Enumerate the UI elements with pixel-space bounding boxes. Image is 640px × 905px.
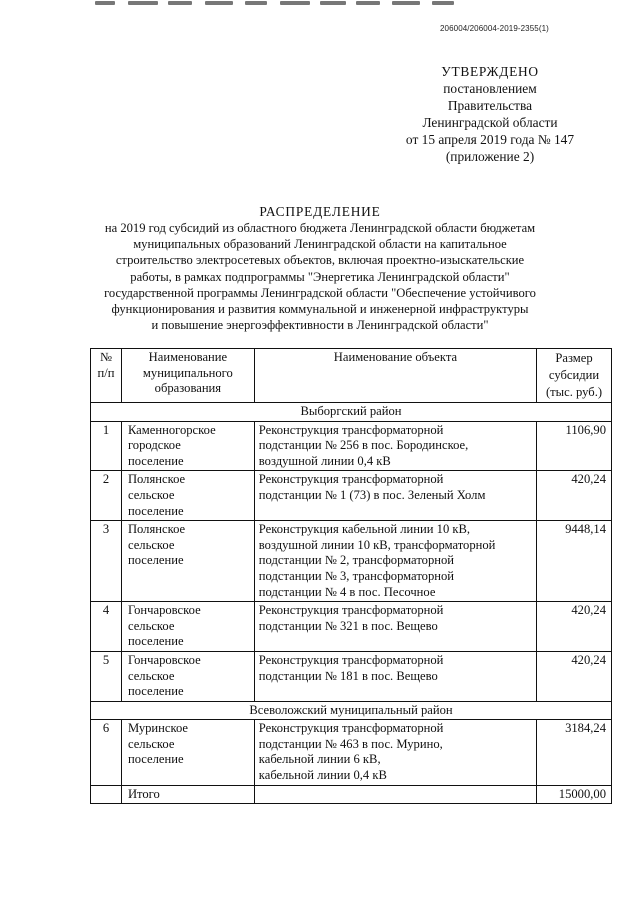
table-row — [91, 720, 612, 785]
title-line: и повышение энергоэффективности в Ленинградской области" — [151, 318, 489, 333]
row-object-line: подстанции № 4 в пос. Песочное — [258, 584, 436, 599]
header-text: п/п — [97, 365, 115, 380]
row-municipality — [121, 602, 254, 652]
row-object-line: подстанции № 321 в пос. Вещево — [258, 618, 438, 633]
row-object — [254, 720, 536, 785]
row-num-line: 2 — [102, 472, 110, 487]
table-row — [91, 521, 612, 602]
row-object — [254, 521, 536, 602]
row-object-line: воздушной линии 0,4 кВ — [258, 453, 391, 468]
row-object — [254, 471, 536, 521]
row-object — [254, 421, 536, 471]
header-text: (тыс. руб.) — [545, 385, 603, 399]
title-line: на 2019 год субсидий из областного бюджета Ленинградской области бюджетам — [104, 221, 536, 235]
row-num — [91, 421, 122, 471]
row-amount-line: 3184,24 — [565, 721, 606, 736]
district-name: Выборгский район — [91, 403, 612, 422]
row-municipality-line: поселение — [127, 684, 184, 699]
table-row — [91, 651, 612, 701]
approval-line-4: (приложение 2) — [445, 149, 535, 164]
row-object-line: Реконструкция трансформаторной — [258, 422, 444, 437]
row-object — [254, 602, 536, 652]
row-object-line: воздушной линии 10 кВ, трансформаторной — [258, 537, 496, 552]
row-amount — [537, 471, 612, 521]
row-object-line: подстанции № 1 (73) в пос. Зеленый Холм — [258, 487, 486, 502]
row-object-line: Реконструкция трансформаторной — [258, 472, 444, 487]
row-object-line: кабельной линии 6 кВ, — [258, 752, 381, 767]
row-municipality — [121, 651, 254, 701]
title-heading: РАСПРЕДЕЛЕНИЕ — [259, 204, 381, 219]
row-num-line: 5 — [102, 652, 110, 667]
row-municipality-line: Гончаровское — [127, 603, 201, 618]
table-row — [91, 421, 612, 471]
row-object-line: подстанции № 2, трансформаторной — [258, 553, 455, 568]
row-object — [254, 651, 536, 701]
header-text: № — [99, 350, 112, 364]
row-municipality-line: Полянское — [127, 472, 186, 487]
document-id: 206004/206004-2019-2355(1) — [440, 24, 549, 33]
row-municipality-line: Гончаровское — [127, 652, 201, 667]
row-municipality-line: Муринское — [127, 721, 189, 736]
row-amount — [537, 651, 612, 701]
row-num — [91, 521, 122, 602]
approval-line-3: от 15 апреля 2019 года № 147 — [405, 132, 575, 147]
scan-top-marks — [0, 0, 640, 8]
row-num — [91, 720, 122, 785]
row-amount — [537, 521, 612, 602]
total-object-cell — [254, 785, 536, 804]
row-municipality — [121, 471, 254, 521]
header-object — [254, 349, 536, 403]
row-municipality-line: сельское — [127, 618, 175, 633]
row-municipality-line: сельское — [127, 537, 175, 552]
row-municipality — [121, 720, 254, 785]
row-object-line: Реконструкция кабельной линии 10 кВ, — [258, 522, 471, 537]
title-description — [95, 220, 545, 333]
header-num — [91, 349, 122, 403]
title-line: функционирования и развития коммунальной и инженерной инфраструктуры — [111, 302, 529, 317]
total-row — [91, 785, 612, 804]
row-object-line: кабельной линии 0,4 кВ — [258, 768, 387, 783]
row-num-line: 3 — [102, 522, 110, 537]
header-text: образования — [154, 381, 222, 396]
row-municipality-line: Каменногорское — [127, 422, 216, 437]
row-municipality-line: поселение — [127, 553, 184, 568]
header-text: субсидии — [548, 368, 600, 382]
row-amount-line: 9448,14 — [565, 522, 606, 537]
total-amount: 15000,00 — [537, 785, 612, 804]
approval-line-2: Ленинградской области — [422, 115, 558, 130]
row-object-line: подстанции № 181 в пос. Вещево — [258, 668, 438, 683]
row-amount-line: 420,24 — [571, 652, 606, 667]
row-municipality — [121, 521, 254, 602]
header-municipality — [121, 349, 254, 403]
table-header-row — [91, 349, 612, 403]
row-amount-line: 1106,90 — [565, 422, 606, 437]
district-row — [91, 403, 612, 422]
title-line: государственной программы Ленинградской области "Обеспечение устойчивого — [104, 285, 536, 300]
header-text: Наименование объекта — [333, 350, 458, 364]
row-municipality-line: городское — [127, 438, 181, 453]
header-text: муниципального — [142, 365, 233, 380]
table-row — [91, 471, 612, 521]
row-municipality-line: Полянское — [127, 522, 186, 537]
row-object-line: подстанции № 3, трансформаторной — [258, 568, 455, 583]
row-amount — [537, 421, 612, 471]
row-object-line: Реконструкция трансформаторной — [258, 603, 444, 618]
header-text: Наименование — [148, 350, 228, 364]
row-municipality-line: сельское — [127, 668, 175, 683]
total-num-cell — [91, 785, 122, 804]
row-num-line: 6 — [102, 721, 110, 736]
row-num-line: 1 — [102, 422, 110, 437]
total-label: Итого — [121, 785, 254, 804]
row-amount — [537, 720, 612, 785]
row-municipality-line: сельское — [127, 736, 175, 751]
row-municipality-line: сельское — [127, 487, 175, 502]
row-amount-line: 420,24 — [571, 603, 606, 618]
approval-stamp — [400, 63, 580, 165]
document-title — [100, 203, 540, 220]
row-object-line: подстанции № 463 в пос. Мурино, — [258, 736, 443, 751]
title-line: строительство электросетевых объектов, включая проектно-изыскательские — [115, 253, 525, 268]
row-municipality-line: поселение — [127, 503, 184, 518]
title-line: работы, в рамках подпрограммы "Энергетика Ленинградской области" — [130, 269, 510, 284]
row-municipality-line: поселение — [127, 752, 184, 767]
row-amount — [537, 602, 612, 652]
row-num-line: 4 — [102, 603, 110, 618]
header-text: Размер — [555, 351, 593, 365]
approval-line-1: постановлением Правительства — [443, 81, 537, 113]
row-object-line: Реконструкция трансформаторной — [258, 652, 444, 667]
subsidy-table — [90, 348, 612, 804]
table-row — [91, 602, 612, 652]
row-municipality-line: поселение — [127, 634, 184, 649]
header-amount — [537, 349, 612, 403]
title-line: муниципальных образований Ленинградской области на капитальное — [133, 237, 507, 252]
row-object-line: Реконструкция трансформаторной — [258, 721, 444, 736]
row-municipality — [121, 421, 254, 471]
district-name: Всеволожский муниципальный район — [91, 701, 612, 720]
row-municipality-line: поселение — [127, 453, 184, 468]
district-row — [91, 701, 612, 720]
row-object-line: подстанции № 256 в пос. Бородинское, — [258, 438, 469, 453]
row-num — [91, 471, 122, 521]
approval-caps: УТВЕРЖДЕНО — [441, 64, 539, 79]
row-amount-line: 420,24 — [571, 472, 606, 487]
row-num — [91, 602, 122, 652]
row-num — [91, 651, 122, 701]
